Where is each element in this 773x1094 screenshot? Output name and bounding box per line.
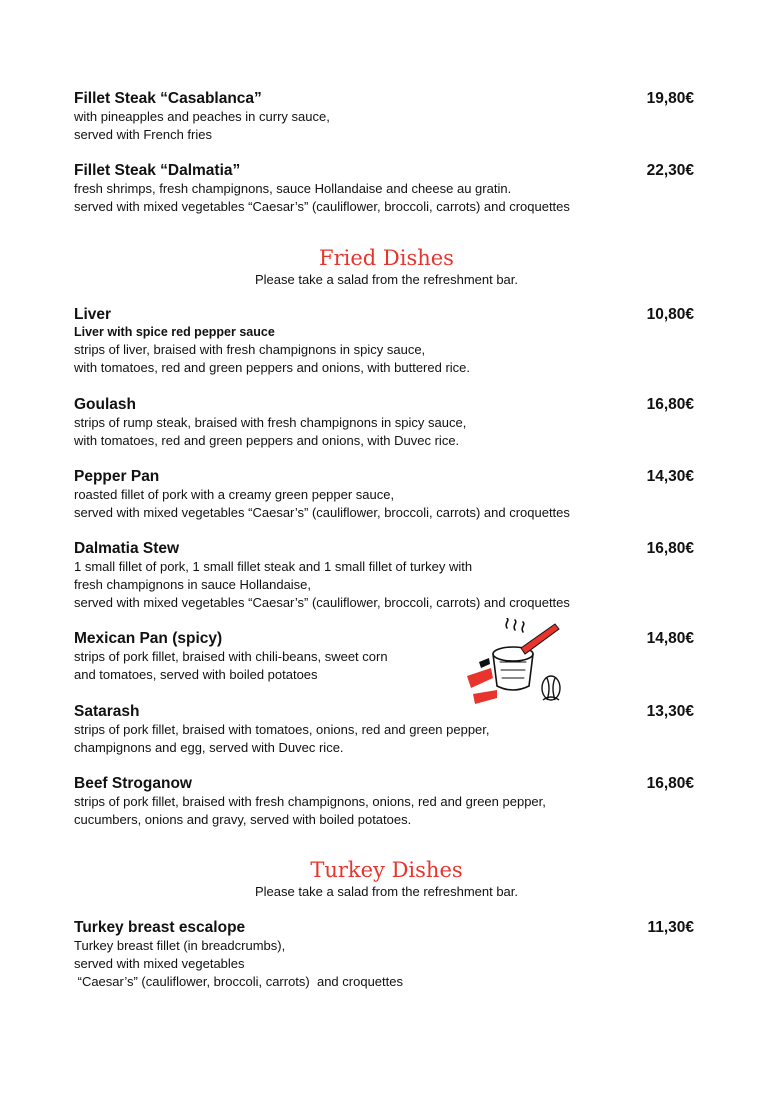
dish-description-line: strips of pork fillet, braised with fresh champignons, onions, red and green pepper, (74, 794, 546, 809)
dish-description-line: served with mixed vegetables (74, 956, 245, 971)
dish-price: 14,30€ (646, 468, 694, 485)
dish-name: Fillet Steak “Casablanca” (74, 90, 262, 107)
dish-description-line: cucumbers, onions and gravy, served with boiled potatoes. (74, 812, 412, 827)
dish-description-line: served with mixed vegetables “Caesar’s” (cauliflower, broccoli, carrots) and croquettes (74, 505, 570, 520)
dish-description-line: served with mixed vegetables “Caesar’s” (cauliflower, broccoli, carrots) and croquettes (74, 199, 570, 214)
dish-description-line: 1 small fillet of pork, 1 small fillet steak and 1 small fillet of turkey with (74, 559, 473, 574)
dish-price: 11,30€ (647, 919, 694, 936)
dish-name: Satarash (74, 703, 140, 720)
section-title: Fried Dishes (319, 246, 454, 270)
dish-price: 16,80€ (646, 775, 694, 792)
section-fried-dishes (0, 245, 773, 288)
dish-price: 10,80€ (646, 306, 694, 323)
dish-description-line: strips of liver, braised with fresh champignons in spicy sauce, (74, 342, 426, 357)
dish-description-line: with pineapples and peaches in curry sauce, (74, 109, 330, 124)
dish-description-line: served with mixed vegetables “Caesar’s” (cauliflower, broccoli, carrots) and croquettes (74, 595, 570, 610)
dish-price: 14,80€ (646, 630, 694, 647)
section-note: Please take a salad from the refreshment bar. (254, 272, 519, 287)
dish-description-line: with tomatoes, red and green peppers and onions, with Duvec rice. (74, 433, 460, 448)
dish-description-line: fresh shrimps, fresh champignons, sauce Hollandaise and cheese au gratin. (74, 181, 512, 196)
dish-description-line: Turkey breast fillet (in breadcrumbs), (74, 938, 286, 953)
dish-price: 19,80€ (646, 90, 694, 107)
dish-description-line: served with French fries (74, 127, 212, 142)
dish-description-line: strips of pork fillet, braised with chili-beans, sweet corn (74, 649, 388, 664)
menu-item-goulash (74, 396, 694, 450)
menu-item-liver (74, 306, 694, 377)
dish-name: Fillet Steak “Dalmatia” (74, 162, 241, 179)
dish-description-line: fresh champignons in sauce Hollandaise, (74, 577, 312, 592)
dish-description-line: with tomatoes, red and green peppers and onions, with buttered rice. (74, 360, 471, 375)
dish-name: Mexican Pan (spicy) (74, 630, 223, 647)
dish-name: Beef Stroganow (74, 775, 192, 792)
dish-name: Goulash (74, 396, 137, 413)
menu-item-mexican-pan (74, 630, 694, 684)
menu-item-fillet-steak-casablanca (74, 90, 694, 144)
dish-name: Pepper Pan (74, 468, 160, 485)
menu-item-fillet-steak-dalmatia (74, 162, 694, 216)
dish-description-line: strips of rump steak, braised with fresh champignons in spicy sauce, (74, 415, 467, 430)
dish-price: 22,30€ (646, 162, 694, 179)
cooking-pot-icon (463, 618, 573, 710)
dish-price: 16,80€ (646, 540, 694, 557)
menu-item-pepper-pan (74, 468, 694, 522)
menu-item-beef-stroganow (74, 775, 694, 829)
dish-description-line: “Caesar’s” (cauliflower, broccoli, carrots) and croquettes (74, 974, 403, 989)
dish-description-line: strips of pork fillet, braised with tomatoes, onions, red and green pepper, (74, 722, 490, 737)
menu-item-turkey-breast-escalope (74, 919, 694, 991)
section-turkey-dishes (0, 857, 773, 900)
dish-name: Liver (74, 306, 112, 323)
dish-name: Dalmatia Stew (74, 540, 180, 557)
dish-description-line: and tomatoes, served with boiled potatoes (74, 667, 318, 682)
menu-item-dalmatia-stew (74, 540, 694, 612)
dish-price: 13,30€ (646, 703, 694, 720)
dish-description-line: roasted fillet of pork with a creamy green pepper sauce, (74, 487, 395, 502)
menu-item-satarash (74, 703, 694, 757)
dish-description-line: champignons and egg, served with Duvec rice. (74, 740, 344, 755)
section-title: Turkey Dishes (310, 858, 463, 882)
dish-subtitle: Liver with spice red pepper sauce (74, 325, 275, 339)
dish-price: 16,80€ (646, 396, 694, 413)
section-note: Please take a salad from the refreshment bar. (254, 884, 519, 899)
dish-name: Turkey breast escalope (74, 919, 246, 936)
